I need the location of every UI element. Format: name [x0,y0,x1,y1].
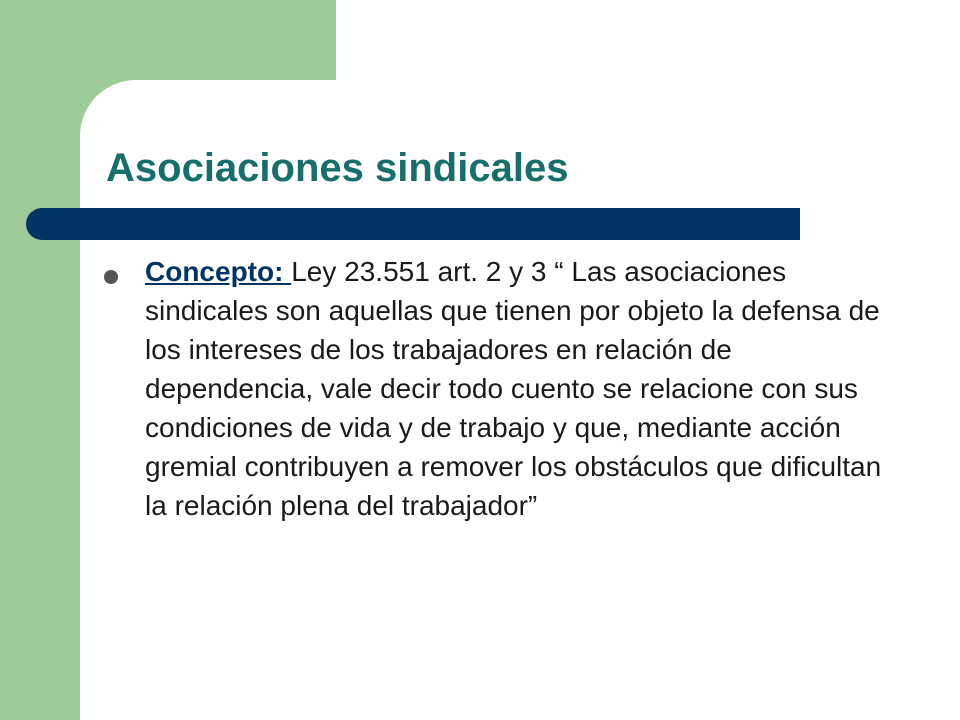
bullet-term: Concepto: [145,256,292,287]
bullet-item [104,252,884,525]
title-underline-bar [26,208,800,240]
bullet-list [104,252,884,525]
bullet-text [145,252,885,525]
bullet-dot-icon [104,270,118,284]
slide-title: Asociaciones sindicales [106,146,569,190]
bullet-body: Ley 23.551 art. 2 y 3 “ Las asociaciones sindicales son aquellas que tienen por objeto la defensa de los intereses de los trabajadores en relación de dependencia, vale decir todo cuento se relacione con sus condiciones de vida y de trabajo y que, mediante acción gremial contribuyen a remover los obstáculos que dificultan la relación plena del trabajador” [145,256,882,521]
